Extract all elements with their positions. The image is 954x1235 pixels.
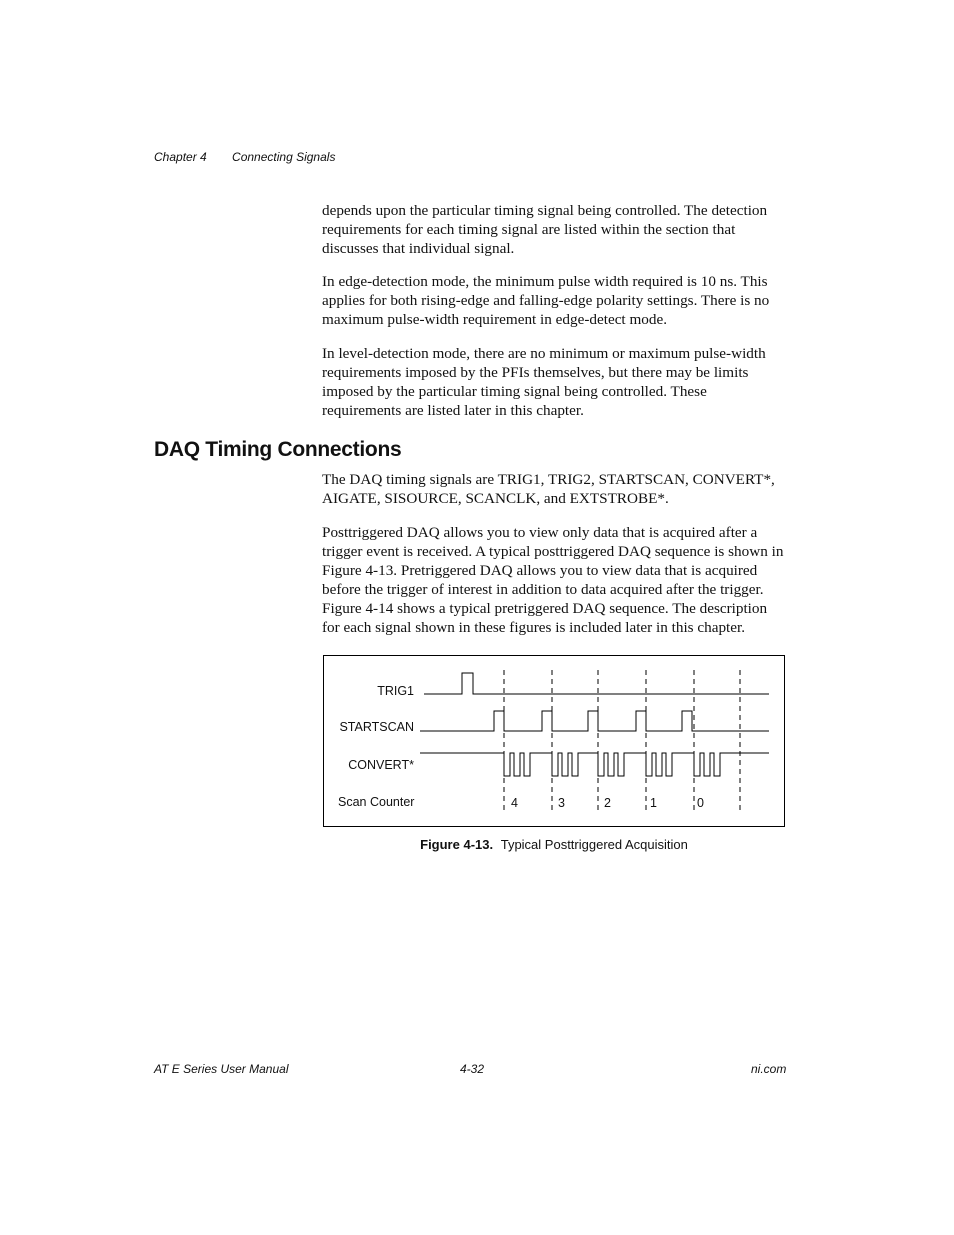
signal-label-convert: CONVERT*: [348, 758, 414, 772]
waveform-startscan: [420, 711, 769, 731]
signal-label-startscan: STARTSCAN: [339, 720, 414, 734]
scan-counter-value: 3: [558, 796, 565, 810]
paragraph: Posttriggered DAQ allows you to view only data that is acquired after a trigger event is received. A typical posttriggered DAQ sequence is shown in Figure 4-13. Pretriggered DAQ allows you to view data that is acquired before the trigger of interest in addition to data acquired after the trigger. Figure 4-14 shows a typical pretriggered DAQ sequence. The description for each signal shown in these figures is included later in this chapter.: [322, 524, 784, 636]
paragraph: depends upon the particular timing signal being controlled. The detection requirements for each timing signal are listed within the section that discusses that individual signal.: [322, 202, 768, 257]
paragraph: In edge-detection mode, the minimum pulse width required is 10 ns. This applies for both rising-edge and falling-edge polarity settings. There is no maximum pulse-width requirement in edge-detect mode.: [322, 273, 770, 328]
signal-label-scan-counter: Scan Counter: [338, 795, 415, 809]
running-header: [154, 150, 335, 164]
waveform-convert: [420, 753, 769, 776]
footer-site: ni.com: [751, 1062, 787, 1076]
paragraph: The DAQ timing signals are TRIG1, TRIG2, STARTSCAN, CONVERT*, AIGATE, SISOURCE, SCANCLK, and EXTSTROBE*.: [322, 471, 775, 507]
paragraph: In level-detection mode, there are no minimum or maximum pulse-width requirements imposed by the PFIs themselves, but there may be limits imposed by the particular timing signal being controlled. These requirements are listed later in this chapter.: [322, 345, 766, 419]
scan-counter-value: 1: [650, 796, 657, 810]
header-section: Connecting Signals: [232, 150, 336, 164]
timing-diagram-svg: [324, 656, 786, 828]
scan-counter-value: 4: [511, 796, 518, 810]
figure-caption-text: Typical Posttriggered Acquisition: [500, 837, 688, 852]
footer-page-number: 4-32: [460, 1062, 485, 1076]
scan-boundary-markers: [504, 670, 740, 812]
timing-diagram: [323, 655, 785, 827]
scan-counter-value: 2: [604, 796, 611, 810]
footer-manual: AT E Series User Manual: [154, 1062, 289, 1076]
figure-caption-number: Figure 4-13.: [420, 837, 494, 852]
section-heading: DAQ Timing Connections: [154, 438, 402, 461]
signal-label-trig1: TRIG1: [377, 684, 414, 698]
header-chapter: Chapter 4: [154, 150, 207, 164]
figure-caption: [0, 837, 954, 852]
scan-counter-value: 0: [697, 796, 704, 810]
waveform-trig1: [424, 673, 769, 694]
